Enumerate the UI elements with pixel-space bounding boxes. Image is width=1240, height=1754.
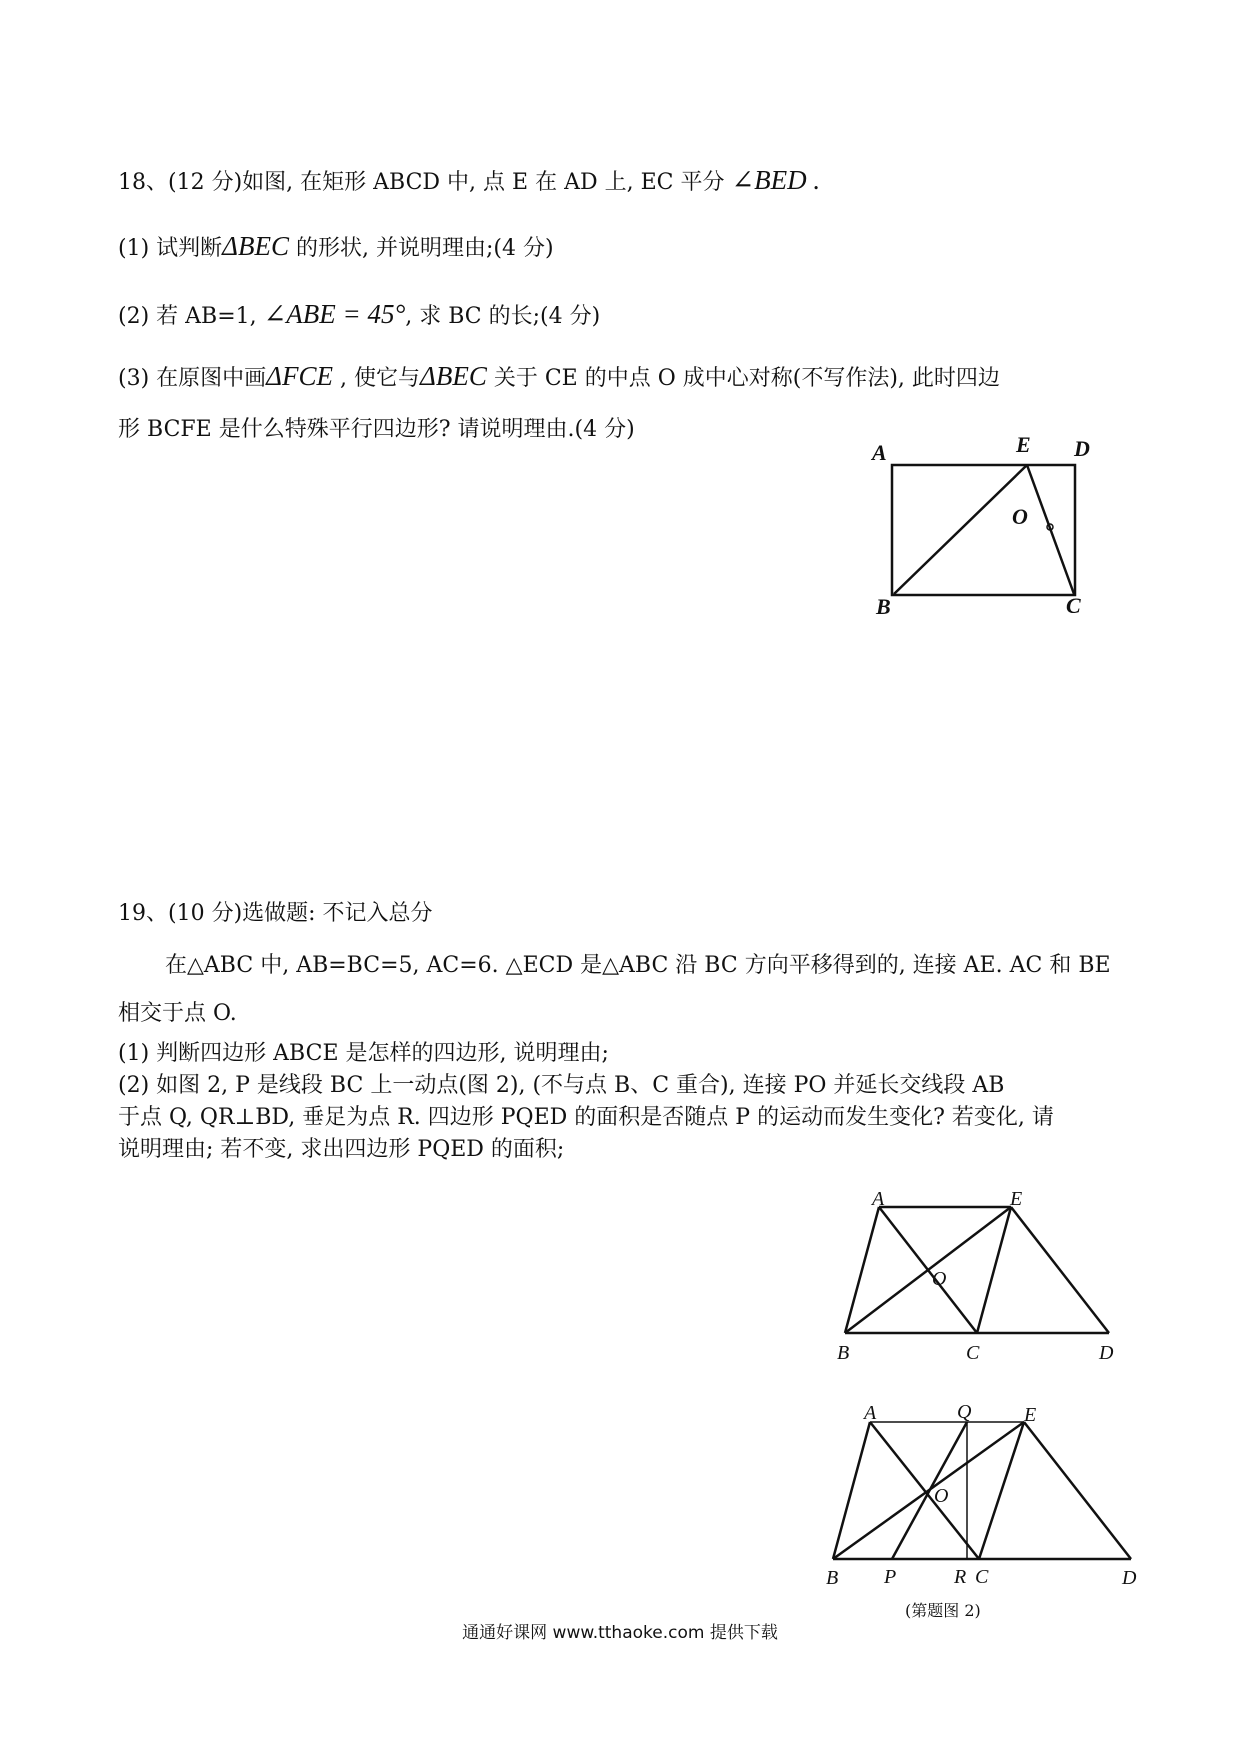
q19-item2-line3: 说明理由; 若不变, 求出四边形 PQED 的面积; xyxy=(118,1137,565,1162)
q18-part1: (1) 试判断ΔBEC 的形状, 并说明理由;(4 分) xyxy=(118,231,554,261)
label-e: E xyxy=(1024,1404,1037,1426)
figure-2-caption: (第题图 2) xyxy=(905,1601,981,1620)
q18-figure xyxy=(860,430,1120,630)
q19-item1: (1) 判断四边形 ABCE 是怎样的四边形, 说明理由; xyxy=(118,1041,609,1066)
label-d: D xyxy=(1099,1342,1114,1364)
label-e: E xyxy=(1010,1188,1023,1210)
q19-item2-line1: (2) 如图 2, P 是线段 BC 上一动点(图 2), (不与点 B、C 重合), 连接 PO 并延长交线段 AB xyxy=(118,1073,1005,1098)
segment-ec xyxy=(977,1207,1011,1333)
label-c: C xyxy=(975,1566,989,1588)
segment-be xyxy=(894,465,1027,594)
q19-figure-2 xyxy=(820,1400,1140,1595)
label-o: O xyxy=(932,1268,947,1290)
q18-part2: (2) 若 AB=1, ∠ABE = 45°, 求 BC 的长;(4 分) xyxy=(118,299,601,329)
label-p: P xyxy=(884,1566,897,1588)
segment-pq xyxy=(892,1422,967,1559)
footer: 通通好课网 www.tthaoke.com 提供下载 xyxy=(462,1623,778,1643)
label-b: B xyxy=(837,1342,850,1364)
segment-be xyxy=(845,1207,1011,1333)
label-a: A xyxy=(872,1188,885,1210)
label-d: D xyxy=(1074,436,1090,461)
label-e: E xyxy=(1016,432,1031,457)
q18-part3: (3) 在原图中画ΔFCE , 使它与ΔBEC 关于 CE 的中点 O 成中心对称(不写作法), 此时四边 xyxy=(118,361,1000,391)
q19-body-line1: 在△ABC 中, AB=BC=5, AC=6. △ECD 是△ABC 沿 BC 方向平移得到的, 连接 AE. AC 和 BE xyxy=(165,953,1111,978)
label-o: O xyxy=(1012,504,1028,529)
label-b: B xyxy=(826,1567,839,1589)
rectangle-abcd xyxy=(892,465,1075,595)
label-a: A xyxy=(872,440,887,465)
q19-header: 19、(10 分)选做题: 不记入总分 xyxy=(118,901,433,926)
q18-header: 18、(12 分)如图, 在矩形 ABCD 中, 点 E 在 AD 上, EC 平分 ∠BED . xyxy=(118,165,821,195)
label-r: R xyxy=(954,1566,967,1588)
q19-body-line2: 相交于点 O. xyxy=(118,1001,237,1026)
label-a: A xyxy=(864,1402,877,1424)
q19-figure-1 xyxy=(830,1185,1130,1375)
segment-ed xyxy=(1024,1422,1131,1559)
label-c: C xyxy=(966,1342,980,1364)
label-q: Q xyxy=(957,1401,972,1423)
segment-ab xyxy=(833,1422,870,1559)
label-o: O xyxy=(934,1485,949,1507)
label-d: D xyxy=(1122,1567,1137,1589)
segment-ab xyxy=(845,1207,879,1333)
segment-ed xyxy=(1011,1207,1109,1333)
label-c: C xyxy=(1066,593,1081,618)
label-b: B xyxy=(876,594,891,619)
segment-ac xyxy=(870,1422,979,1559)
segment-ec xyxy=(979,1422,1024,1559)
q19-item2-line2: 于点 Q, QR⊥BD, 垂足为点 R. 四边形 PQED 的面积是否随点 P 的运动而发生变化? 若变化, 请 xyxy=(118,1105,1054,1130)
q18-part3-line2: 形 BCFE 是什么特殊平行四边形? 请说明理由.(4 分) xyxy=(118,417,635,442)
